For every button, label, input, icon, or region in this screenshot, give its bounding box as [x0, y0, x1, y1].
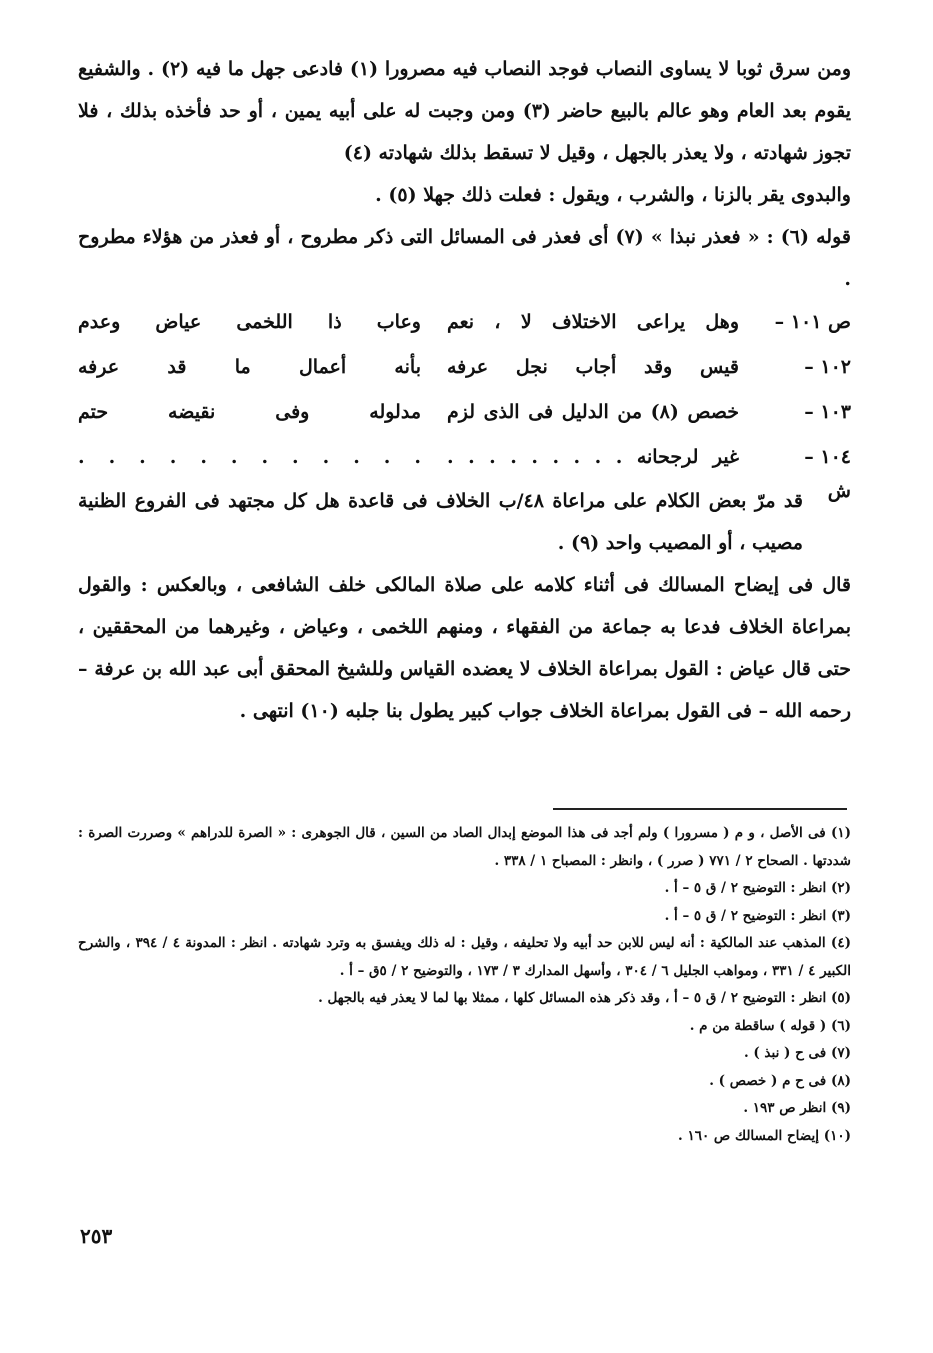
verse-second-hemistich: وعاب ذا اللخمى عياض وعدم — [78, 311, 421, 333]
verse-101 — [78, 300, 851, 345]
footnote-10: (١٠) إيضاح المسالك ص ١٦٠ . — [678, 1127, 851, 1144]
commentary-block — [78, 480, 851, 564]
paragraph-3: قوله (٦) : « فعذر نبذا » (٧) أى فعذر فى المسائل التى ذكر مطروح ، أو فعذر من هؤلاء مطروح . — [78, 226, 851, 290]
footnote-3: (٣) انظر : التوضيح ٢ / ق ٥ – أ . — [664, 907, 851, 924]
verse-104 — [78, 435, 851, 480]
footnotes — [78, 820, 851, 1150]
verse-number: ١٠٢ – — [804, 356, 851, 378]
verse-103 — [78, 390, 851, 435]
footnote-4: (٤) المذهب عند المالكية : أنه ليس للابن حد أبيه ولا تحليفه ، وقيل : له ذلك ويفسق به وترد شهادته . انظر : المدونة ٤ / ٣٩٤ ، والشرح الكبير ٤ / ٣٣١ ، ومواهب الجليل ٦ / ٣٠٤ ، وأسهل المدارك ٣ / ١٧٣ ، والتوضيح ٢ / ٥ق – أ . — [78, 935, 851, 979]
footnote-8: (٨) فى ح م ( خصص ) . — [709, 1072, 851, 1089]
verse-first-hemistich: قيس وقد أجاب نجل عرفه — [447, 356, 739, 378]
footnote-2: (٢) انظر : التوضيح ٢ / ق ٥ – أ . — [664, 880, 851, 896]
verse-first-hemistich: غير لرجحانه . . . . . . . . . — [447, 446, 739, 468]
verse-second-hemistich: بأنه أعمال ما قد عرفه — [78, 356, 421, 378]
verse-number: ١٠٤ – — [804, 446, 851, 468]
footnote-9: (٩) انظر ص ١٩٣ . — [743, 1100, 851, 1116]
verse-number: ص ١٠١ – — [774, 311, 851, 333]
footnote-5: (٥) انظر : التوضيح ٢ / ق ٥ – أ ، وقد ذكر هذه المسائل كلها ، ممثلا بها لما لا يعذر فيه بالجهل . — [318, 990, 851, 1006]
footnote-divider — [553, 808, 847, 810]
paragraph-2: والبدوى يقر بالزنا ، والشرب ، ويقول : فعلت ذلك جهلا (٥) . — [375, 184, 851, 206]
main-text — [78, 48, 851, 732]
commentary-label: ش — [827, 480, 851, 502]
page-number: ٢٥٣ — [80, 1224, 113, 1248]
verse-second-hemistich: مدلوله وفى نقيضه حتم — [78, 401, 421, 423]
poem-verses — [78, 300, 851, 480]
paragraph-1: ومن سرق ثوبا لا يساوى النصاب فوجد النصاب فيه مصرورا (١) فادعى جهل ما فيه (٢) . والشفيع يقوم بعد العام وهو عالم بالبيع حاضر (٣) ومن وجبت له على أبيه يمين ، أو حد فأخذه بذلك ، فلا تجوز شهادته ، ولا يعذر بالجهل ، وقيل لا تسقط بذلك شهادته (٤) — [78, 58, 852, 164]
verse-number: ١٠٣ – — [804, 401, 851, 423]
commentary-text: قد مرّ بعض الكلام على مراعاة ٤٨/ب الخلاف فى قاعدة هل كل مجتهد فى الفروع الظنية مصيب ، أو المصيب واحد (٩) . — [78, 490, 803, 554]
verse-first-hemistich: خصص (٨) من الدليل فى الذى لزم — [447, 401, 740, 423]
footnote-7: (٧) فى ح ( نبذ ) . — [743, 1045, 851, 1061]
verse-102 — [78, 345, 851, 390]
paragraph-4: قال فى إيضاح المسالك فى أثناء كلامه على صلاة المالكى خلف الشافعى ، وبالعكس : والقول بمراعاة الخلاف فدعا به جماعة من الفقهاء ، ومنهم اللخمى ، وعياض ، وغيرهما من المحققين ، حتى قال عياض : القول بمراعاة الخلاف لا يعضده القياس وللشيخ المحقق أبى عبد الله بن عرفة – رحمه الله – فى القول بمراعاة الخلاف جواب كبير يطول بنا جلبه (١٠) انتهى . — [78, 574, 851, 722]
verse-first-hemistich: وهل يراعى الاختلاف لا ، نعم — [447, 311, 739, 333]
footnote-1: (١) فى الأصل ، و م ( مسرورا ) ولم أجد فى هذا الموضع إبدال الصاد من السين ، قال الجوهرى : « الصرة للدراهم » وصررت الصرة : شددتها . الصحاح ٢ / ٧٧١ ( صرر ) ، وانظر : المصباح ١ / ٣٣٨ . — [78, 825, 851, 869]
verse-second-hemistich: . . . . . . . . . . . . — [78, 446, 421, 468]
footnote-6: (٦) ( قوله ) ساقطة من م . — [689, 1017, 851, 1034]
